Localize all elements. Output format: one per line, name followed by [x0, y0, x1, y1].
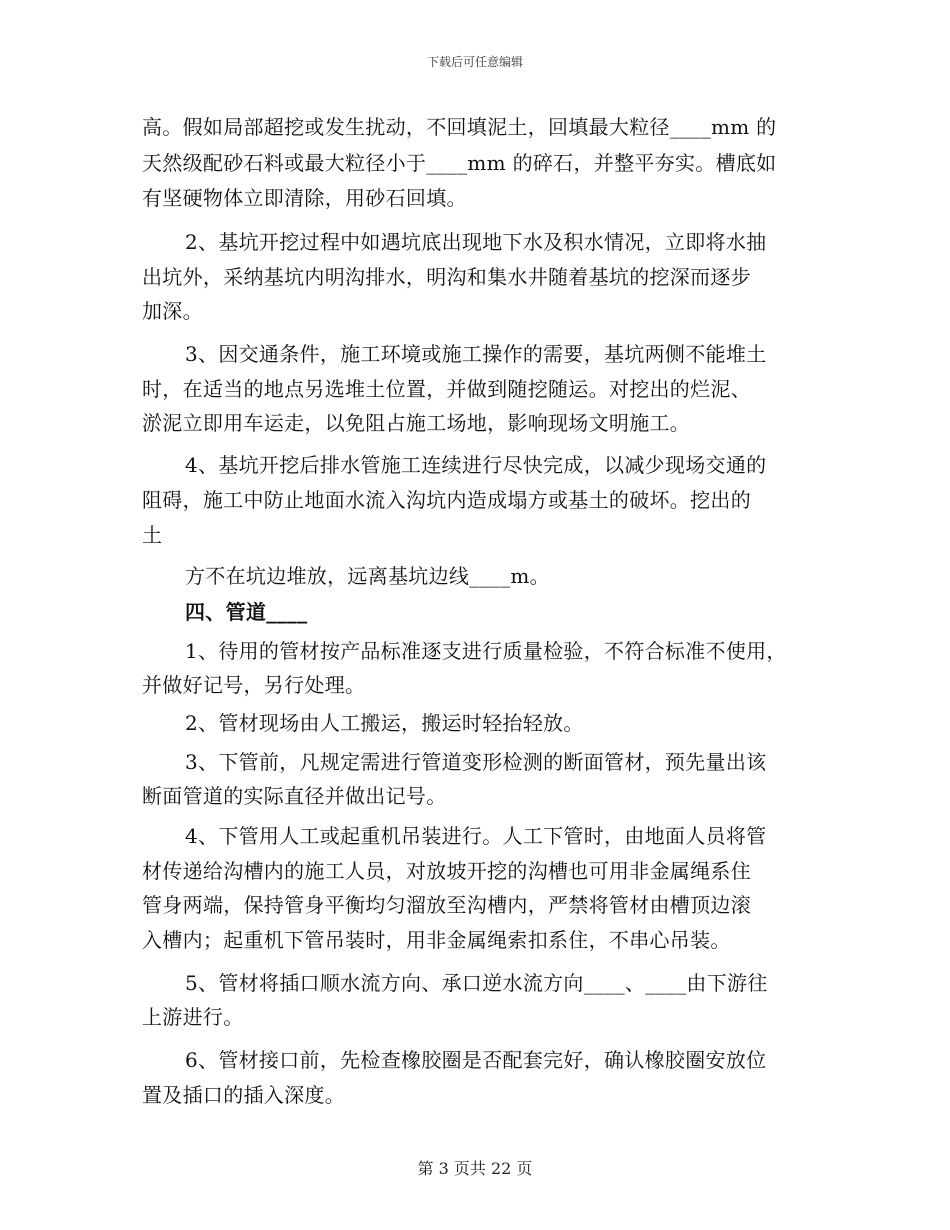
- text-line: 管身两端，保持管身平衡均匀溜放至沟槽内，严禁将管材由槽顶边滚: [142, 893, 751, 917]
- text-line: 方不在坑边堆放，远离基坑边线____m。: [185, 564, 550, 588]
- text-line: 材传递给沟槽内的施工人员，对放坡开挖的沟槽也可用非金属绳系住: [142, 859, 751, 883]
- text-line: 上游进行。: [142, 1005, 244, 1029]
- page-header: 下载后可任意编辑: [426, 55, 523, 69]
- paragraph-start-line: 3、因交通条件，施工环境或施工操作的需要，基坑两侧不能堆土: [185, 342, 767, 366]
- paragraph-start-line: 5、管材将插口顺水流方向、承口逆水流方向____、____由下游往: [185, 971, 768, 995]
- paragraph-start-line: 1、待用的管材按产品标准逐支进行质量检验，不符合标准不使用，: [185, 639, 787, 663]
- text-line: 断面管道的实际直径并做出记号。: [142, 784, 447, 808]
- page-footer: 第 3 页共 22 页: [417, 1159, 533, 1178]
- section-heading: 四、管道____: [185, 600, 308, 624]
- paragraph-start-line: 2、基坑开挖过程中如遇坑底出现地下水及积水情况，立即将水抽: [185, 230, 767, 254]
- text-line: 出坑外，采纳基坑内明沟排水，明沟和集水井随着基坑的挖深而逐步: [142, 265, 751, 289]
- paragraph-start-line: 6、管材接口前，先检查橡胶圈是否配套完好，确认橡胶圈安放位: [185, 1048, 767, 1072]
- text-line: 天然级配砂石料或最大粒径小于____mm 的碎石，并整平夯实。槽底如: [142, 151, 777, 175]
- text-line: 阻碍，施工中防止地面水流入沟坑内造成塌方或基土的破坏。挖出的: [142, 488, 751, 512]
- text-line: 加深。: [142, 299, 203, 323]
- paragraph-start-line: 3、下管前，凡规定需进行管道变形检测的断面管材，预先量出该: [185, 750, 767, 774]
- text-line: 并做好记号，另行处理。: [142, 673, 366, 697]
- text-line: 淤泥立即用车运走，以免阻占施工场地，影响现场文明施工。: [142, 411, 691, 435]
- text-line: 有坚硬物体立即清除，用砂石回填。: [142, 186, 467, 210]
- text-line: 置及插口的插入深度。: [142, 1083, 345, 1107]
- paragraph-start-line: 4、基坑开挖后排水管施工连续进行尽快完成，以减少现场交通的: [185, 453, 767, 477]
- text-line: 高。假如局部超挖或发生扰动，不回填泥土，回填最大粒径____mm 的: [142, 115, 777, 139]
- paragraph-start-line: 4、下管用人工或起重机吊装进行。人工下管时，由地面人员将管: [185, 824, 767, 848]
- text-line: 时，在适当的地点另选堆土位置，并做到随挖随运。对挖出的烂泥、: [142, 377, 751, 401]
- text-line: 入槽内；起重机下管吊装时，用非金属绳索扣系住，不串心吊装。: [142, 928, 731, 952]
- paragraph-start-line: 2、管材现场由人工搬运，搬运时轻抬轻放。: [185, 711, 584, 735]
- text-line: 土: [142, 523, 163, 547]
